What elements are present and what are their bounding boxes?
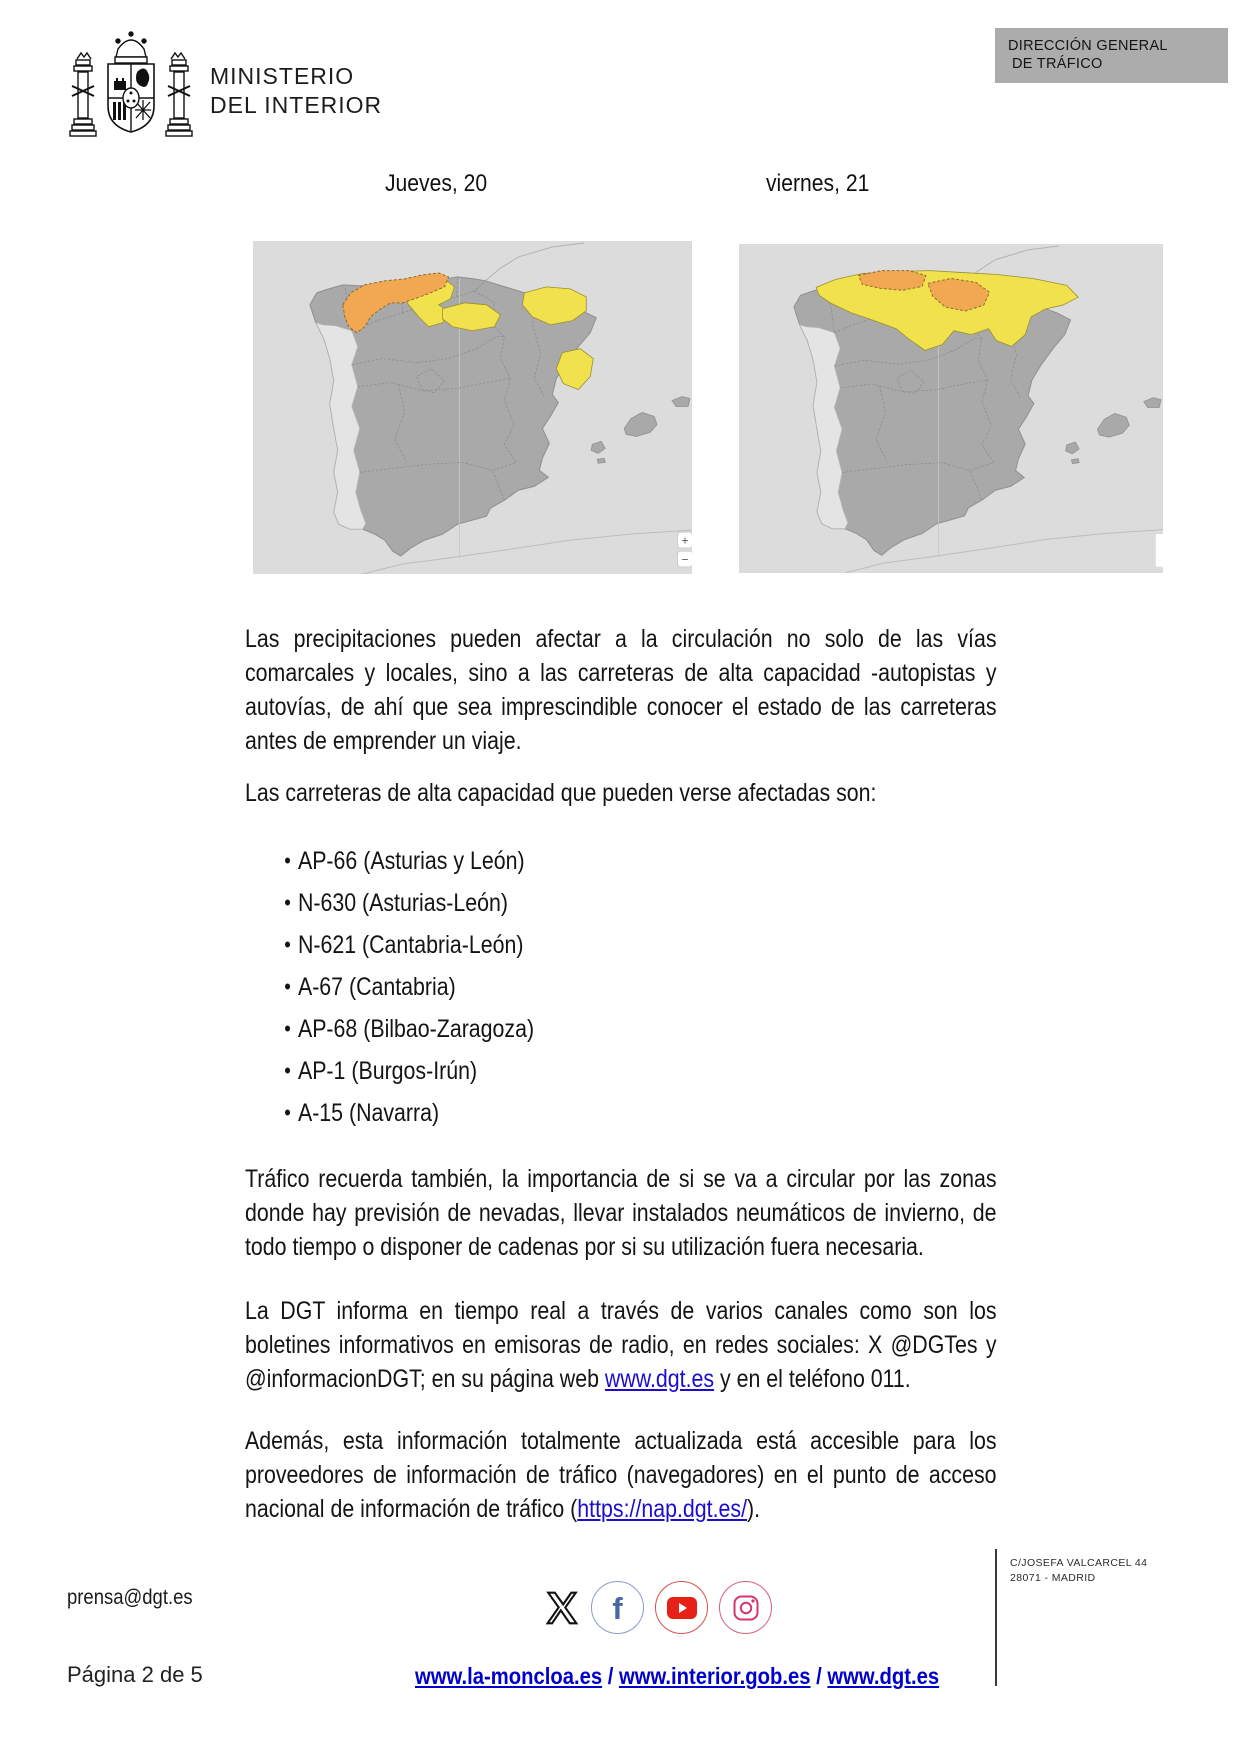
footer-divider xyxy=(995,1549,997,1686)
bullet-icon: • xyxy=(284,1058,291,1083)
bullet-icon: • xyxy=(284,974,291,999)
spain-coat-of-arms-logo xyxy=(68,26,194,153)
office-address xyxy=(1010,1556,1147,1586)
interior-link[interactable]: www.interior.gob.es xyxy=(618,1663,811,1689)
weather-warning-map-friday[interactable] xyxy=(739,244,1163,573)
ministry-line2: DEL INTERIOR xyxy=(210,92,383,118)
page-number: Página 2 de 5 xyxy=(67,1662,203,1687)
bullet-icon: • xyxy=(284,932,291,957)
x-twitter-icon[interactable] xyxy=(544,1590,580,1626)
link-separator: / xyxy=(602,1663,619,1689)
ministry-title xyxy=(210,62,382,120)
bullet-icon: • xyxy=(284,848,291,873)
dgt-link[interactable]: www.dgt.es xyxy=(827,1663,940,1689)
department-line1: DIRECCIÓN GENERAL xyxy=(1008,38,1168,54)
zoom-out-button[interactable]: − xyxy=(681,552,689,567)
moncloa-link[interactable]: www.la-moncloa.es xyxy=(415,1663,603,1689)
ministry-line1: MINISTERIO xyxy=(210,63,355,89)
facebook-icon[interactable]: f xyxy=(591,1581,644,1634)
paragraph-neumaticos: Tráfico recuerda también, la importancia de si se va a circular por las zonas donde hay previsión de nevadas, llevar instalados neumáticos de invierno, de todo tiempo o disponer de cadenas por si su utilización fuera necesaria. xyxy=(245,1165,997,1261)
paragraph-precipitaciones: Las precipitaciones pueden afectar a la circulación no solo de las vías comarcales y locales, sino a las carreteras de alta capacidad -autopistas y autovías, de ahí que sea imprescindible conocer el estado de las carreteras antes de emprender un viaje. xyxy=(245,625,997,755)
left-map-title: Jueves, 20 xyxy=(385,170,488,197)
department-line2: DE TRÁFICO xyxy=(1012,56,1103,72)
bullet-icon: • xyxy=(284,890,291,915)
affected-roads-list xyxy=(245,840,997,1134)
weather-warning-map-thursday[interactable] xyxy=(253,241,692,574)
list-item: • A-67 (Cantabria) xyxy=(284,966,996,1008)
press-release-body xyxy=(245,622,997,1526)
right-map-title: viernes, 21 xyxy=(766,170,870,197)
list-item: • AP-66 (Asturias y León) xyxy=(284,840,996,882)
dgt-website-link[interactable]: www.dgt.es xyxy=(604,1365,715,1393)
list-item: • N-630 (Asturias-León) xyxy=(284,882,996,924)
bullet-icon: • xyxy=(284,1100,291,1125)
list-item: • A-15 (Navarra) xyxy=(284,1092,996,1134)
paragraph-canales: La DGT informa en tiempo real a través de varios canales como son los boletines informativos en emisoras de radio, en redes sociales: X @DGTes y @informacionDGT; en su página web www.dgt.es y en el teléfono 011. xyxy=(245,1297,997,1393)
address-line1: C/JOSEFA VALCARCEL 44 xyxy=(1010,1557,1148,1569)
bullet-icon: • xyxy=(284,1016,291,1041)
department-badge xyxy=(995,28,1228,83)
social-icons-row xyxy=(544,1581,772,1634)
instagram-icon[interactable] xyxy=(719,1581,772,1634)
address-line2: 28071 - MADRID xyxy=(1010,1572,1096,1584)
paragraph-carreteras-intro: Las carreteras de alta capacidad que pueden verse afectadas son: xyxy=(245,779,877,807)
youtube-icon[interactable] xyxy=(655,1581,708,1634)
nap-website-link[interactable]: https://nap.dgt.es/ xyxy=(577,1495,748,1523)
map-zoom-control-clipped[interactable] xyxy=(1155,534,1163,567)
paragraph-nap: Además, esta información totalmente actualizada está accesible para los proveedores de información de tráfico (navegadores) en el punto de acceso nacional de información de tráfico (https://nap.dgt.es/). xyxy=(245,1427,997,1523)
list-item: • AP-68 (Bilbao-Zaragoza) xyxy=(284,1008,996,1050)
zoom-in-button[interactable]: + xyxy=(681,533,689,548)
footer-links-row xyxy=(415,1663,939,1690)
press-email: prensa@dgt.es xyxy=(67,1586,193,1609)
list-item: • AP-1 (Burgos-Irún) xyxy=(284,1050,996,1092)
link-separator: / xyxy=(810,1663,828,1689)
list-item: • N-621 (Cantabria-León) xyxy=(284,924,996,966)
